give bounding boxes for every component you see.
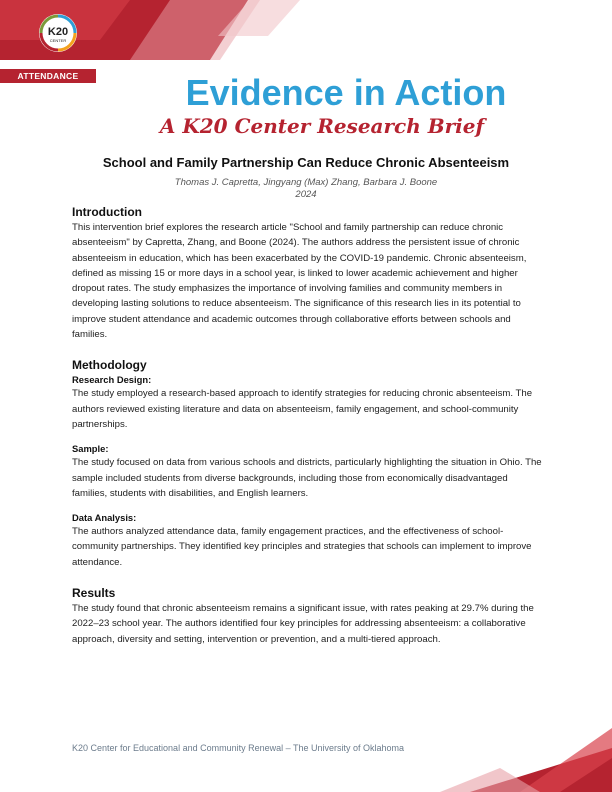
article-byline bbox=[0, 177, 612, 201]
k20-logo bbox=[38, 13, 78, 53]
methodology-heading: Methodology bbox=[72, 358, 147, 373]
brief-content bbox=[72, 204, 542, 647]
page-title: Evidence in Action bbox=[185, 72, 507, 113]
logo-subtext: CENTER bbox=[49, 38, 67, 43]
introduction-body: This intervention brief explores the research article "School and family partnership can reduce chronic absenteeism" by Capretta, Zhang, and Boone (2024). The authors address the persistent issue of chronic absenteeism in education, which has been exacerbated by the COVID-19 pandemic. Chronic absenteeism, defined as missing 15 or more days in a school year, is linked to lower academic achievement and higher dropout rates. The study emphasizes the importance of involving families and community members in developing lasting solutions to reduce absenteeism. The significance of this research lies in its potential to improve student attendance and academic outcomes through collaborative efforts between schools and families. bbox=[72, 222, 527, 341]
footer-text: K20 Center for Educational and Community Renewal – The University of Oklahoma bbox=[72, 743, 404, 753]
results-body: The study found that chronic absenteeism remains a significant issue, with rates peaking at 29.7% during the 2022–23 school year. The authors identified four key principles for addressing absenteeism: a collaborative approach, diversity and setting, intervention or prevention, and a multi-tiered approach. bbox=[72, 603, 534, 645]
k20-logo-icon bbox=[38, 13, 78, 53]
section-tag: ATTENDANCE bbox=[0, 69, 96, 83]
data-analysis-body: The authors analyzed attendance data, family engagement practices, and the effectiveness of school-community partnerships. They identified key principles and strategies that schools can implement to improve attendance. bbox=[72, 526, 532, 568]
results-heading: Results bbox=[72, 586, 116, 601]
article-authors: Thomas J. Capretta, Jingyang (Max) Zhang, Barbara J. Boone bbox=[174, 177, 438, 188]
article-year: 2024 bbox=[295, 189, 317, 200]
logo-text: K20 bbox=[47, 26, 69, 38]
introduction-heading: Introduction bbox=[72, 205, 142, 219]
data-analysis-heading: Data Analysis: bbox=[72, 512, 137, 524]
sample-body: The study focused on data from various schools and districts, particularly highlighting the situation in Ohio. The sample included students from diverse backgrounds, including those from economically disadvantaged families, students with disabilities, and English learners. bbox=[72, 457, 542, 499]
research-design-heading: Research Design: bbox=[72, 374, 152, 386]
article-title: School and Family Partnership Can Reduce Chronic Absenteeism bbox=[102, 155, 510, 170]
page-subtitle: A K20 Center Research Brief bbox=[159, 114, 485, 138]
sample-heading: Sample: bbox=[72, 443, 109, 455]
research-design-body: The study employed a research-based approach to identify strategies for reducing chronic absenteeism. The authors reviewed existing literature and data on absenteeism, family engagement, and school-community partnerships. bbox=[72, 388, 533, 430]
header-banner-shapes bbox=[0, 0, 612, 70]
footer-banner-shapes bbox=[0, 728, 612, 792]
